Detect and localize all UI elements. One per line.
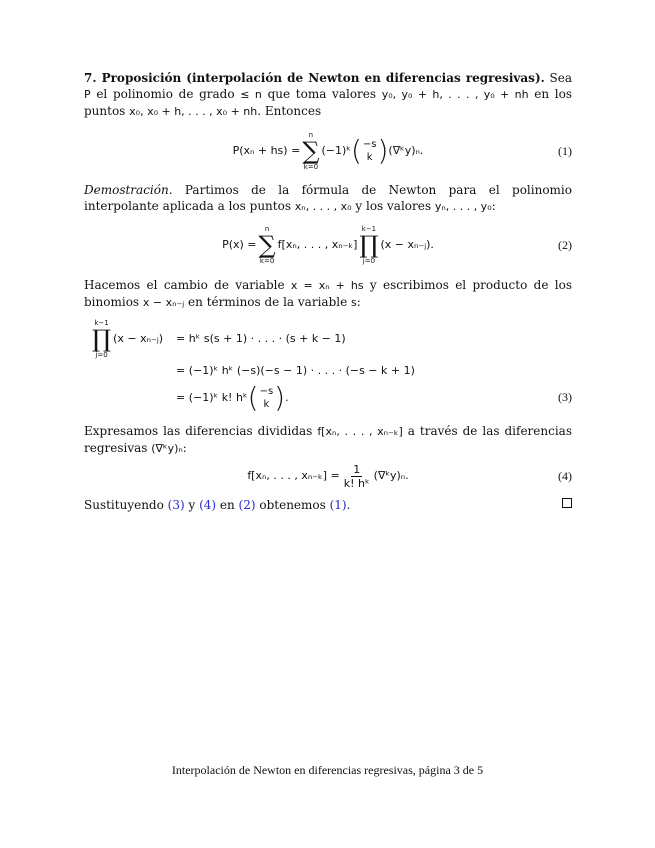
equation-3 bbox=[90, 317, 572, 415]
right-paren-icon: ) bbox=[377, 134, 389, 167]
ref-eq4-link[interactable]: (4) bbox=[199, 498, 217, 512]
eq2-prod-bottom: j=0 bbox=[362, 257, 376, 265]
sum-symbol-icon: ∑ bbox=[302, 137, 320, 165]
proof-text-c: : bbox=[491, 199, 496, 213]
product-symbol-icon: ∏ bbox=[359, 231, 379, 259]
change-paragraph bbox=[84, 277, 572, 311]
eq2-sum-top: n bbox=[264, 225, 270, 233]
eq1-number: (1) bbox=[558, 144, 572, 158]
prop-text-a: Sea bbox=[549, 71, 572, 85]
eq2-middle: f[xₙ, . . . , xₙ₋ₖ] bbox=[277, 238, 358, 251]
proof-values: yₙ, . . . , y₀ bbox=[434, 200, 492, 213]
concl-text-e: . bbox=[346, 498, 351, 512]
eq1-sum bbox=[302, 131, 319, 171]
eq3-binom-bottom: k bbox=[263, 399, 270, 410]
product-symbol-icon: ∏ bbox=[92, 325, 112, 353]
eq3-lhs: (x − xₙ₋ⱼ) bbox=[113, 332, 164, 345]
change-subst: x = xₙ + hs bbox=[290, 279, 364, 292]
eq2-sum bbox=[259, 225, 276, 265]
concl-text-c: en bbox=[216, 498, 239, 512]
eq3-binom-top: −s bbox=[259, 386, 274, 397]
divided-expr2: (∇ᵏy)ₙ bbox=[151, 442, 183, 455]
eq2-prod-top: k−1 bbox=[361, 225, 377, 233]
page-content bbox=[84, 62, 572, 513]
concl-text-a: Sustituyendo bbox=[84, 498, 168, 512]
eq3-line3: = (−1)ᵏ k! hᵏ bbox=[176, 391, 248, 404]
proposition-heading: 7. Proposición (interpolación de Newton en diferencias regresivas). bbox=[84, 71, 545, 85]
ref-eq2-link[interactable]: (2) bbox=[238, 498, 256, 512]
eq2-prod bbox=[359, 225, 378, 265]
prop-text-e: . Entonces bbox=[257, 104, 322, 118]
change-text-b: y escribimos el producto de los binomios bbox=[84, 278, 572, 309]
eq2-sum-bottom: k=0 bbox=[259, 257, 275, 265]
eq2-lhs: P(x) = bbox=[222, 238, 257, 251]
prop-points: x₀, x₀ + h, . . . , x₀ + nh bbox=[129, 105, 258, 118]
page-footer: Interpolación de Newton en diferencias regresivas, página 3 de 5 bbox=[171, 763, 484, 777]
divided-paragraph bbox=[84, 423, 572, 457]
change-text-a: Hacemos el cambio de variable bbox=[84, 278, 291, 292]
right-paren-icon: ) bbox=[274, 381, 286, 414]
change-text-d: : bbox=[356, 295, 361, 309]
eq3-prod bbox=[92, 319, 111, 359]
prop-values: y₀, y₀ + h, . . . , y₀ + nh bbox=[381, 88, 529, 101]
sum-symbol-icon: ∑ bbox=[258, 231, 276, 259]
left-paren-icon: ( bbox=[350, 134, 362, 167]
eq4-num: 1 bbox=[353, 462, 361, 476]
eq1-rhs: (∇ᵏy)ₙ. bbox=[388, 144, 424, 157]
eq3-line1: = hᵏ s(s + 1) · . . . · (s + k − 1) bbox=[176, 332, 346, 345]
divided-text-a: Expresamos las diferencias divididas bbox=[84, 424, 318, 438]
concl-text-d: obtenemos bbox=[255, 498, 330, 512]
left-paren-icon: ( bbox=[247, 381, 259, 414]
eq1-sum-bottom: k=0 bbox=[303, 163, 319, 171]
eq1-binom-bottom: k bbox=[366, 152, 373, 163]
eq2-rhs: (x − xₙ₋ⱼ). bbox=[380, 238, 434, 251]
eq3-prod-bottom: j=0 bbox=[95, 351, 108, 359]
equation-2 bbox=[84, 223, 572, 267]
eq3-line3-end: . bbox=[285, 391, 289, 404]
concl-text-b: y bbox=[184, 498, 200, 512]
change-binomial: x − xₙ₋ⱼ bbox=[142, 296, 185, 309]
eq3-line2: = (−1)ᵏ hᵏ (−s)(−s − 1) · . . . · (−s − k + 1) bbox=[176, 364, 415, 377]
divided-text-b: a través de las diferencias regresivas bbox=[84, 424, 572, 455]
eq4-den: k! hᵏ bbox=[343, 476, 370, 490]
proof-points: xₙ, . . . , x₀ bbox=[294, 200, 352, 213]
divided-text-c: : bbox=[182, 441, 187, 455]
prop-text-b: el polinomio de grado bbox=[90, 87, 241, 101]
change-var-s: s bbox=[351, 296, 357, 309]
equation-4 bbox=[84, 459, 572, 493]
eq1-binom-top: −s bbox=[362, 139, 377, 150]
conclusion-paragraph bbox=[84, 497, 572, 513]
proposition-paragraph bbox=[84, 70, 572, 120]
eq1-sum-top: n bbox=[308, 131, 314, 139]
eq4-lhs: f[xₙ, . . . , xₙ₋ₖ] = bbox=[247, 469, 340, 482]
prop-leq-n: ≤ n bbox=[240, 88, 262, 101]
eq1-binomial bbox=[350, 134, 389, 167]
divided-expr: f[xₙ, . . . , xₙ₋ₖ] bbox=[317, 425, 403, 438]
ref-eq3-link[interactable]: (3) bbox=[167, 498, 185, 512]
eq3-binomial bbox=[247, 381, 286, 414]
proof-text-b: y los valores bbox=[351, 199, 435, 213]
prop-text-d: en los puntos bbox=[84, 87, 573, 118]
eq4-fraction bbox=[342, 463, 372, 490]
ref-eq1-link[interactable]: (1) bbox=[329, 498, 347, 512]
eq1-factor: (−1)ᵏ bbox=[321, 144, 351, 157]
equation-1 bbox=[84, 130, 572, 172]
change-text-c: en términos de la variable bbox=[184, 295, 351, 309]
eq2-number: (2) bbox=[558, 238, 572, 252]
eq4-rhs: (∇ᵏy)ₙ. bbox=[373, 469, 409, 482]
proof-label: Demostración. bbox=[84, 183, 173, 197]
eq3-number: (3) bbox=[558, 390, 572, 404]
prop-var-p: P bbox=[84, 88, 91, 101]
eq4-number: (4) bbox=[558, 469, 572, 483]
proof-paragraph bbox=[84, 182, 572, 215]
proof-text-a: Partimos de la fórmula de Newton para el polinomio interpolante aplicada a los puntos bbox=[84, 183, 572, 213]
eq3-prod-top: k−1 bbox=[94, 319, 109, 327]
eq1-lhs: P(xₙ + hs) = bbox=[232, 144, 301, 157]
qed-square-icon bbox=[562, 498, 572, 508]
prop-text-c: que toma valores bbox=[261, 87, 382, 101]
